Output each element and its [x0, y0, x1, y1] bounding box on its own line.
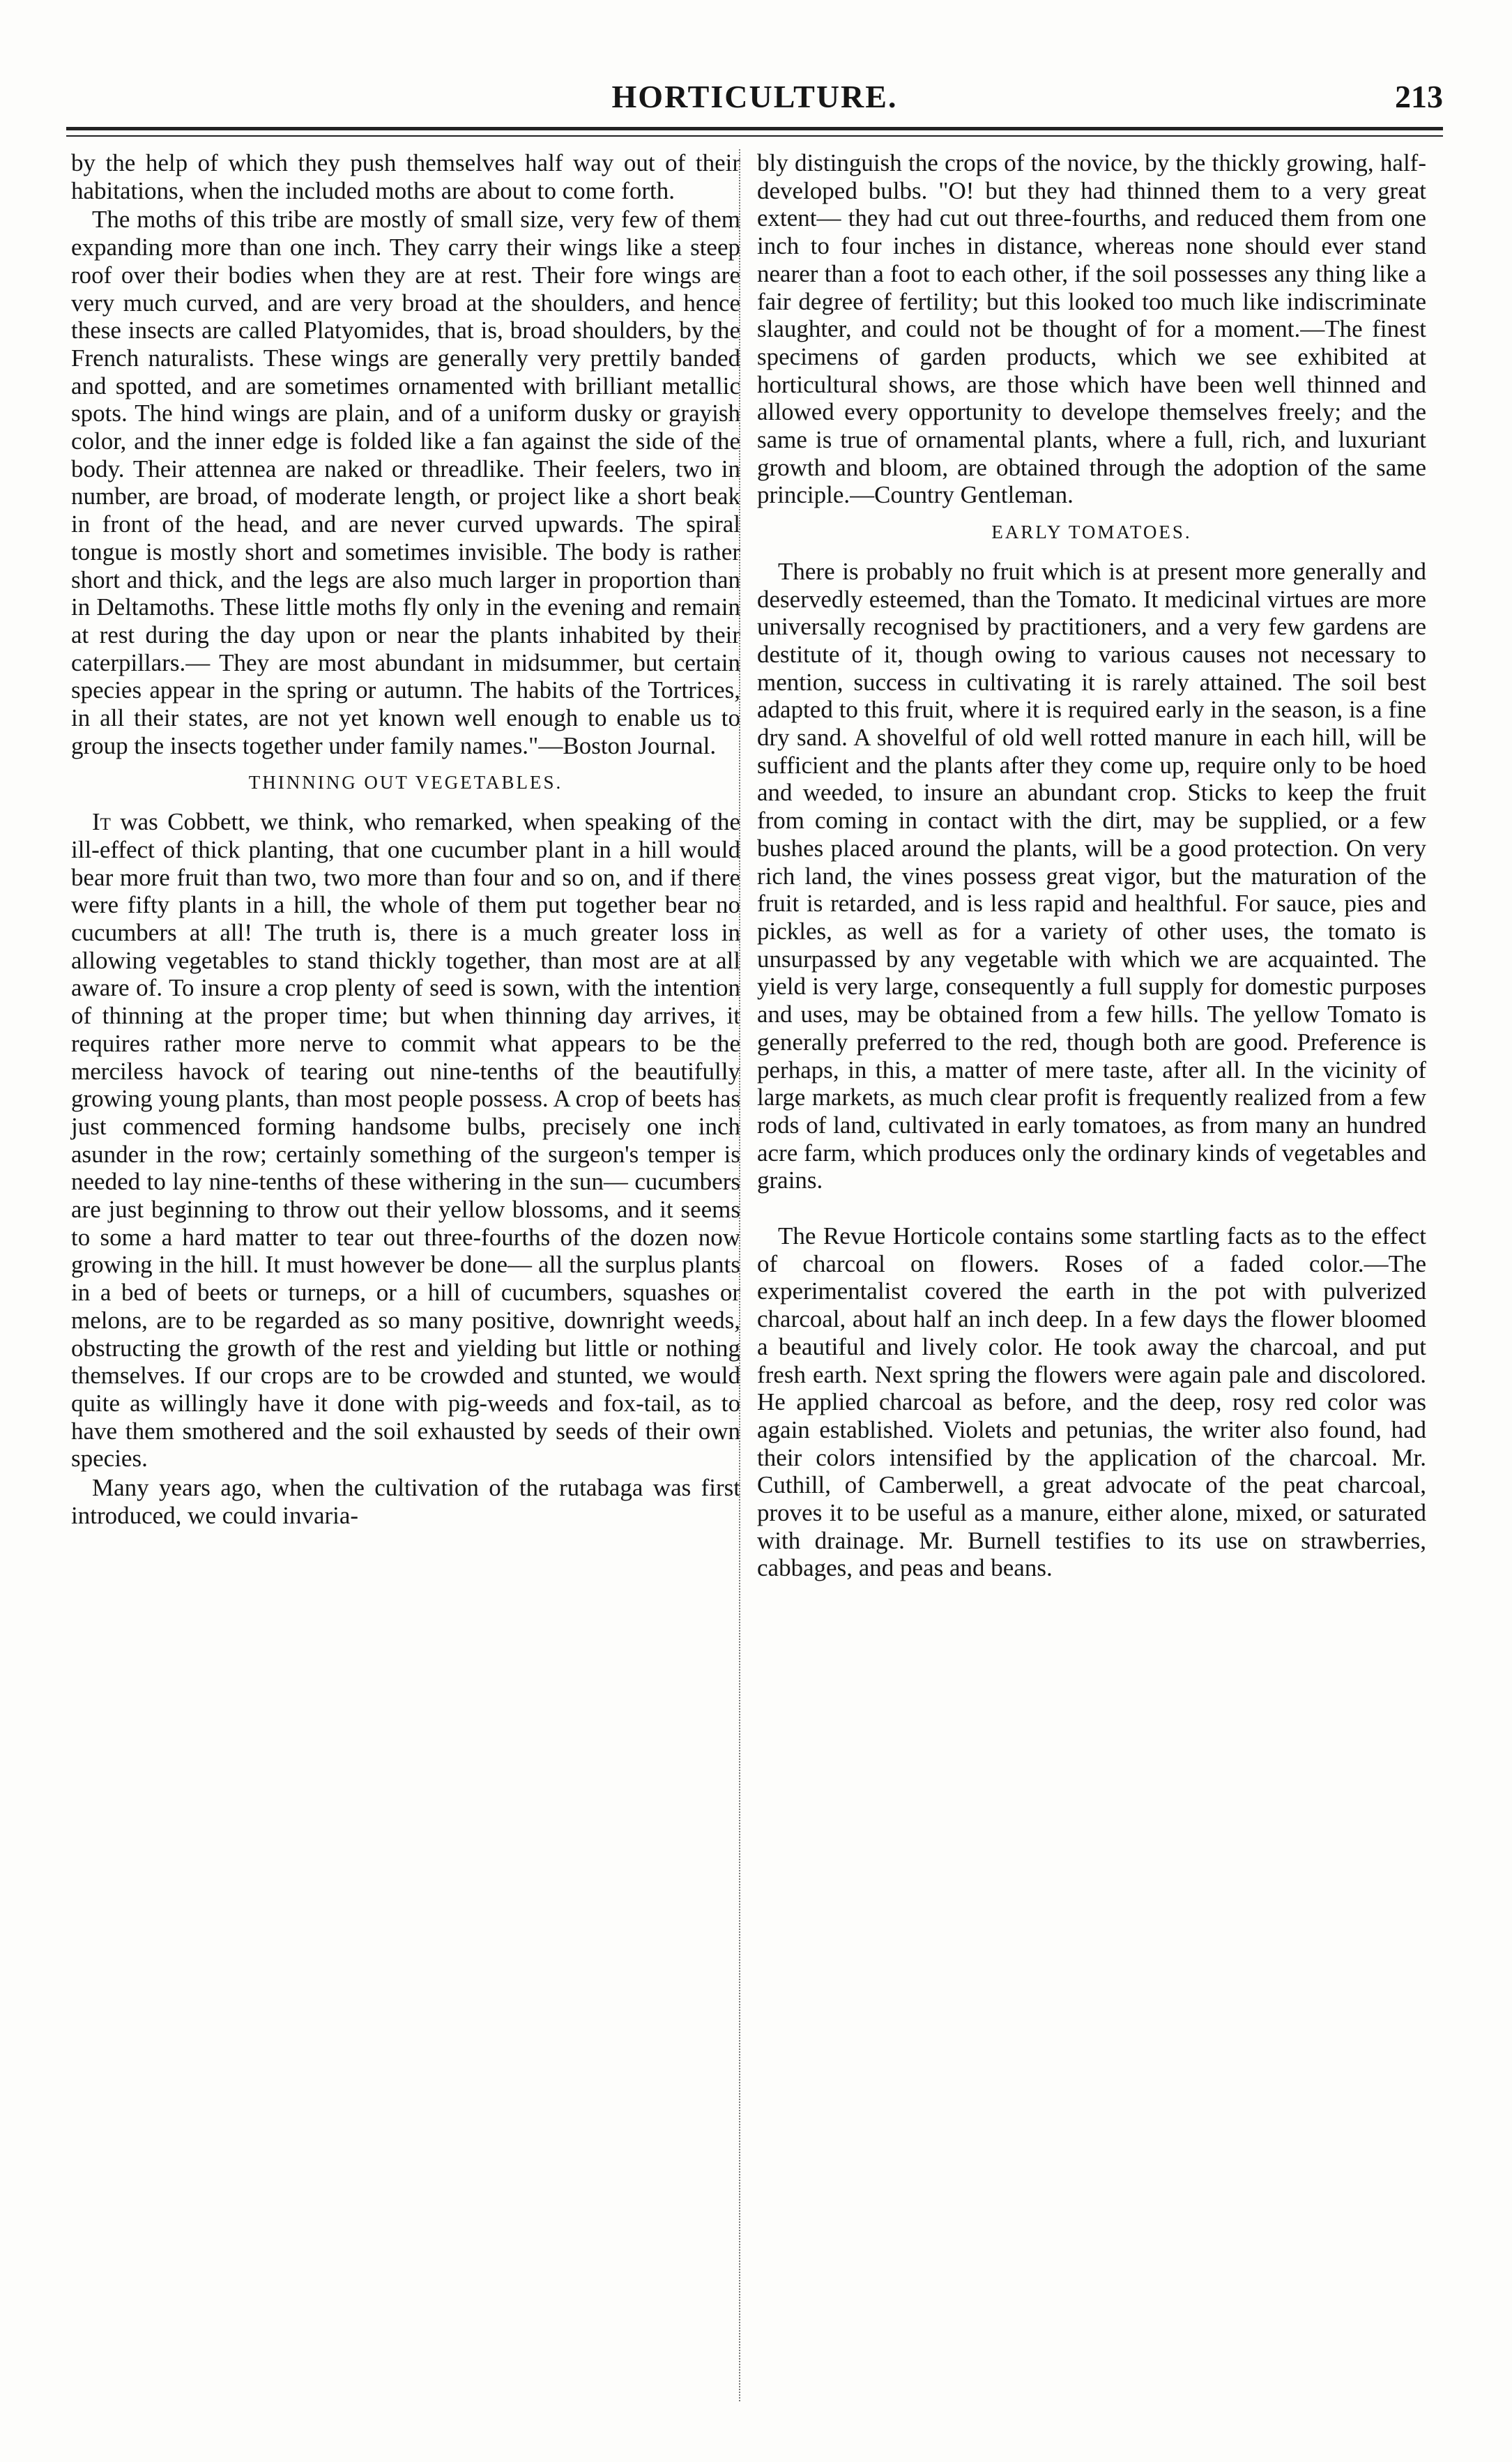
paragraph: There is probably no fruit which is at present more generally and deservedly esteemed, than the Tomato. It medicinal virtues are more universally recognised by practitioners, and a very few gardens are destitute of it, though owing to various causes not necessary to mention, success in cultivating it is rarely attained. The soil best adapted to this fruit, where it is required early in the season, is a fine dry sand. A shovelful of old well rotted manure in each hill, will be sufficient and the plants after they come up, require only to be hoed and weeded, to insure an abundant crop. Sticks to keep the fruit from coming in contact with the dirt, may be supplied, or a few bushes placed around the plants, will be a good protection. On very rich land, the vines possess great vigor, but the maturation of the fruit is retarded, and is less rapid and healthful. For sauce, pies and pickles, as well as for a variety of other uses, the tomato is unsurpassed by any vegetable with which we are acquainted. The yield is very large, consequently a full supply for domestic purposes and uses, may be obtained from a few hills. The yellow Tomato is generally preferred to the red, though both are good. Preference is perhaps, in this, a matter of mere taste, after all. In the vicinity of large markets, as much clear profit is frequently realized from a few rods of land, cultivated in early tomatoes, as from many an hundred acre farm, which produces only the ordinary kinds of vegetables and grains.	[757, 557, 1426, 1194]
paragraph	[71, 808, 740, 1473]
paragraph: The moths of this tribe are mostly of small size, very few of them expanding more than one inch. They carry their wings like a steep roof over their bodies when they are at rest. Their fore wings are very much curved, and are very broad at the shoulders, and hence these insects are called Platyomides, that is, broad shoulders, by the French naturalists. These wings are generally very prettily banded and spotted, and are sometimes ornamented with brilliant metallic spots. The hind wings are plain, and of a uniform dusky or grayish color, and the inner edge is folded like a fan against the side of the body. Their attennea are naked or threadlike. Their feelers, two in number, are broad, of moderate length, or project like a short beak in front of the head, and are never curved upwards. The spiral tongue is mostly short and sometimes invisible. The body is rather short and thick, and the legs are also much larger in proportion than in Deltamoths. These little moths fly only in the evening and remain at rest during the day upon or near the plants inhabited by their caterpillars.— They are most abundant in midsummer, but certain species appear in the spring or autumn. The habits of the Tortrices, in all their states, are not yet known well enough to enable us to group the insects together under family names."—Boston Journal.	[71, 206, 740, 759]
paragraph-gap	[757, 1194, 1426, 1222]
right-column	[757, 149, 1426, 1582]
section-heading: EARLY TOMATOES.	[991, 522, 1192, 543]
page-header	[66, 78, 1443, 120]
section-heading: THINNING OUT VEGETABLES.	[248, 772, 563, 793]
paragraph: bly distinguish the crops of the novice, by the thickly growing, half-developed bulbs. "O! but they had thinned them to a very great extent— they had cut out three-fourths, and reduced them from one inch to four inches in distance, whereas none should ever stand nearer than a foot to each other, if the soil possesses any thing like a fair degree of fertility; but this looked too much like indiscriminate slaughter, and could not be thought of for a moment.—The finest specimens of garden products, which we see exhibited at horticultural shows, are those which have been well thinned and allowed every opportunity to develope themselves freely; and the same is true of ornamental plants, where a full, rich, and luxuriant growth and bloom, are obtained through the adoption of the same principle.—Country Gentleman.	[757, 149, 1426, 509]
left-column	[71, 149, 740, 1529]
paragraph: The Revue Horticole contains some startling facts as to the effect of charcoal on flowers. Roses of a faded color.—The experimentalist covered the earth in the pot with pulverized charcoal, about half an inch deep. In a few days the flower bloomed a beautiful and lively color. He took away the charcoal, and put fresh earth. Next spring the flowers were again pale and discolored. He applied charcoal as before, and the deep, rosy red color was again established. Violets and petunias, the writer also found, had their colors intensified by the application of the charcoal. Mr. Cuthill, of Camberwell, a great advocate of the peat charcoal, proves it to be useful as a manure, either alone, mixed, or saturated with drainage. Mr. Burnell testifies to its use on strawberries, cabbages, and peas and beans.	[757, 1222, 1426, 1582]
paragraph: Many years ago, when the cultivation of the rutabaga was first introduced, we could invaria-	[71, 1474, 740, 1529]
column-divider	[739, 149, 740, 2401]
header-rule-thin	[66, 135, 1443, 137]
paragraph: by the help of which they push themselves half way out of their habitations, when the included moths are about to come forth.	[71, 149, 740, 204]
header-rule-thick	[66, 127, 1443, 130]
drop-cap: It	[92, 808, 111, 836]
running-title: HORTICULTURE.	[611, 79, 898, 114]
page-number: 213	[1395, 79, 1443, 114]
paragraph-text: was Cobbett, we think, who remarked, when speaking of the ill-effect of thick planting, that one cucumber plant in a hill would bear more fruit than two, two more than four and so on, and if there were fifty plants in a hill, the whole of them put together bear no cucumbers at all! The truth is, there is a much greater loss in allowing vegetables to stand thickly together, than most are at all aware of. To insure a crop plenty of seed is sown, with the intention of thinning at the proper time; but when thinning day arrives, it requires rather more nerve to commit what appears to be the merciless havock of tearing out nine-tenths of the beautifully growing young plants, than most people possess. A crop of beets has just commenced forming handsome bulbs, precisely one inch asunder in the row; certainly something of the surgeon's temper is needed to lay nine-tenths of these withering in the sun— cucumbers are just beginning to throw out their yellow blossoms, and it seems to some a hard matter to tear out three-fourths of the dozen now growing in the hill. It must however be done— all the surplus plants in a bed of beets or turneps, or a hill of cucumbers, squashes or melons, are to be regarded as so many positive, downright weeds, obstructing the growth of the rest and yielding but little or nothing themselves. If our crops are to be crowded and stunted, we would quite as willingly have it done with pig-weeds and fox-tail, as to have them smothered and the soil exhausted by seeds of their own species.	[71, 808, 740, 1473]
